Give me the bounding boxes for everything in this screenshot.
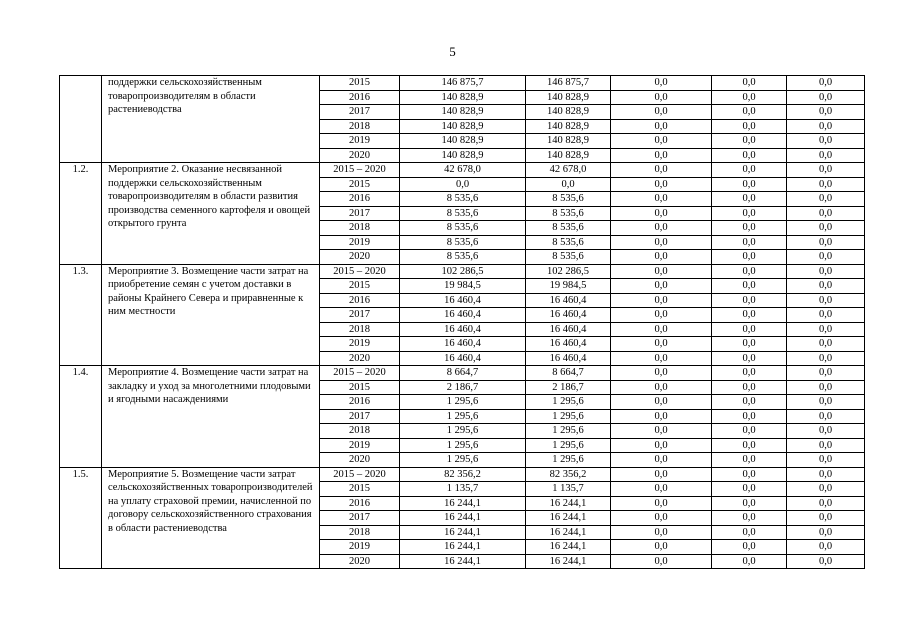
year-cell: 2019 xyxy=(320,337,400,352)
local-budget-cell: 0,0 xyxy=(712,90,787,105)
year-cell: 2015 xyxy=(320,482,400,497)
other-sources-cell: 0,0 xyxy=(787,76,865,91)
federal-budget-cell: 0,0 xyxy=(611,380,712,395)
total-cell: 8 535,6 xyxy=(400,192,526,207)
regional-budget-cell: 8 535,6 xyxy=(526,221,611,236)
other-sources-cell: 0,0 xyxy=(787,177,865,192)
federal-budget-cell: 0,0 xyxy=(611,221,712,236)
year-cell: 2020 xyxy=(320,148,400,163)
other-sources-cell: 0,0 xyxy=(787,540,865,555)
regional-budget-cell: 16 244,1 xyxy=(526,511,611,526)
federal-budget-cell: 0,0 xyxy=(611,438,712,453)
federal-budget-cell: 0,0 xyxy=(611,293,712,308)
federal-budget-cell: 0,0 xyxy=(611,177,712,192)
total-cell: 102 286,5 xyxy=(400,264,526,279)
federal-budget-cell: 0,0 xyxy=(611,163,712,178)
activity-number: 1.4. xyxy=(60,366,102,468)
total-cell: 1 295,6 xyxy=(400,424,526,439)
federal-budget-cell: 0,0 xyxy=(611,279,712,294)
local-budget-cell: 0,0 xyxy=(712,380,787,395)
total-cell: 1 295,6 xyxy=(400,453,526,468)
year-cell: 2018 xyxy=(320,322,400,337)
activity-number: 1.2. xyxy=(60,163,102,265)
total-cell: 16 244,1 xyxy=(400,496,526,511)
other-sources-cell: 0,0 xyxy=(787,525,865,540)
total-cell: 146 875,7 xyxy=(400,76,526,91)
other-sources-cell: 0,0 xyxy=(787,105,865,120)
local-budget-cell: 0,0 xyxy=(712,554,787,569)
federal-budget-cell: 0,0 xyxy=(611,496,712,511)
local-budget-cell: 0,0 xyxy=(712,351,787,366)
federal-budget-cell: 0,0 xyxy=(611,395,712,410)
year-cell: 2016 xyxy=(320,496,400,511)
table-row xyxy=(60,163,865,178)
year-cell: 2018 xyxy=(320,424,400,439)
federal-budget-cell: 0,0 xyxy=(611,264,712,279)
total-cell: 1 295,6 xyxy=(400,395,526,410)
other-sources-cell: 0,0 xyxy=(787,293,865,308)
local-budget-cell: 0,0 xyxy=(712,221,787,236)
other-sources-cell: 0,0 xyxy=(787,380,865,395)
regional-budget-cell: 16 460,4 xyxy=(526,293,611,308)
other-sources-cell: 0,0 xyxy=(787,409,865,424)
total-cell: 16 244,1 xyxy=(400,554,526,569)
other-sources-cell: 0,0 xyxy=(787,337,865,352)
regional-budget-cell: 2 186,7 xyxy=(526,380,611,395)
other-sources-cell: 0,0 xyxy=(787,279,865,294)
local-budget-cell: 0,0 xyxy=(712,424,787,439)
federal-budget-cell: 0,0 xyxy=(611,148,712,163)
other-sources-cell: 0,0 xyxy=(787,250,865,265)
federal-budget-cell: 0,0 xyxy=(611,366,712,381)
total-cell: 140 828,9 xyxy=(400,134,526,149)
total-cell: 16 460,4 xyxy=(400,351,526,366)
federal-budget-cell: 0,0 xyxy=(611,90,712,105)
activity-name: поддержки сельскохозяйственным товаропроизводителям в области растениеводства xyxy=(102,76,320,163)
local-budget-cell: 0,0 xyxy=(712,264,787,279)
local-budget-cell: 0,0 xyxy=(712,134,787,149)
federal-budget-cell: 0,0 xyxy=(611,525,712,540)
activity-name: Мероприятие 3. Возмещение части затрат на приобретение семян с учетом доставки в районы Крайнего Севера и приравненные к ним местности xyxy=(102,264,320,366)
activity-name: Мероприятие 2. Оказание несвязанной поддержки сельскохозяйственным товаропроизводителям в области развития производства семенного картофеля и овощей открытого грунта xyxy=(102,163,320,265)
total-cell: 8 535,6 xyxy=(400,235,526,250)
year-cell: 2018 xyxy=(320,221,400,236)
total-cell: 16 460,4 xyxy=(400,308,526,323)
total-cell: 1 135,7 xyxy=(400,482,526,497)
local-budget-cell: 0,0 xyxy=(712,511,787,526)
page-number: 5 xyxy=(449,44,456,59)
local-budget-cell: 0,0 xyxy=(712,279,787,294)
year-cell: 2019 xyxy=(320,438,400,453)
other-sources-cell: 0,0 xyxy=(787,395,865,410)
local-budget-cell: 0,0 xyxy=(712,453,787,468)
local-budget-cell: 0,0 xyxy=(712,322,787,337)
federal-budget-cell: 0,0 xyxy=(611,206,712,221)
other-sources-cell: 0,0 xyxy=(787,119,865,134)
local-budget-cell: 0,0 xyxy=(712,438,787,453)
regional-budget-cell: 140 828,9 xyxy=(526,134,611,149)
local-budget-cell: 0,0 xyxy=(712,337,787,352)
regional-budget-cell: 1 295,6 xyxy=(526,395,611,410)
total-cell: 0,0 xyxy=(400,177,526,192)
activity-name: Мероприятие 5. Возмещение части затрат сельскохозяйственных товаропроизводителей на уплату страховой премии, начисленной по договору сельскохозяйственного страхования в области растениеводства xyxy=(102,467,320,569)
regional-budget-cell: 16 244,1 xyxy=(526,525,611,540)
local-budget-cell: 0,0 xyxy=(712,163,787,178)
year-cell: 2020 xyxy=(320,554,400,569)
year-cell: 2015 – 2020 xyxy=(320,467,400,482)
local-budget-cell: 0,0 xyxy=(712,525,787,540)
local-budget-cell: 0,0 xyxy=(712,395,787,410)
year-cell: 2015 xyxy=(320,279,400,294)
year-cell: 2017 xyxy=(320,511,400,526)
other-sources-cell: 0,0 xyxy=(787,482,865,497)
total-cell: 8 664,7 xyxy=(400,366,526,381)
year-cell: 2020 xyxy=(320,453,400,468)
other-sources-cell: 0,0 xyxy=(787,264,865,279)
year-cell: 2017 xyxy=(320,206,400,221)
local-budget-cell: 0,0 xyxy=(712,366,787,381)
regional-budget-cell: 140 828,9 xyxy=(526,119,611,134)
other-sources-cell: 0,0 xyxy=(787,308,865,323)
regional-budget-cell: 16 460,4 xyxy=(526,337,611,352)
regional-budget-cell: 16 244,1 xyxy=(526,554,611,569)
federal-budget-cell: 0,0 xyxy=(611,540,712,555)
local-budget-cell: 0,0 xyxy=(712,235,787,250)
regional-budget-cell: 16 244,1 xyxy=(526,540,611,555)
total-cell: 1 295,6 xyxy=(400,438,526,453)
federal-budget-cell: 0,0 xyxy=(611,351,712,366)
local-budget-cell: 0,0 xyxy=(712,496,787,511)
total-cell: 16 460,4 xyxy=(400,293,526,308)
year-cell: 2015 xyxy=(320,76,400,91)
local-budget-cell: 0,0 xyxy=(712,206,787,221)
local-budget-cell: 0,0 xyxy=(712,192,787,207)
federal-budget-cell: 0,0 xyxy=(611,235,712,250)
total-cell: 19 984,5 xyxy=(400,279,526,294)
total-cell: 16 460,4 xyxy=(400,322,526,337)
regional-budget-cell: 140 828,9 xyxy=(526,148,611,163)
federal-budget-cell: 0,0 xyxy=(611,322,712,337)
total-cell: 16 244,1 xyxy=(400,525,526,540)
local-budget-cell: 0,0 xyxy=(712,293,787,308)
year-cell: 2015 – 2020 xyxy=(320,163,400,178)
other-sources-cell: 0,0 xyxy=(787,235,865,250)
federal-budget-cell: 0,0 xyxy=(611,337,712,352)
federal-budget-cell: 0,0 xyxy=(611,467,712,482)
other-sources-cell: 0,0 xyxy=(787,206,865,221)
total-cell: 16 244,1 xyxy=(400,540,526,555)
local-budget-cell: 0,0 xyxy=(712,409,787,424)
regional-budget-cell: 1 135,7 xyxy=(526,482,611,497)
federal-budget-cell: 0,0 xyxy=(611,409,712,424)
total-cell: 140 828,9 xyxy=(400,105,526,120)
other-sources-cell: 0,0 xyxy=(787,438,865,453)
total-cell: 140 828,9 xyxy=(400,148,526,163)
local-budget-cell: 0,0 xyxy=(712,148,787,163)
total-cell: 16 460,4 xyxy=(400,337,526,352)
budget-table xyxy=(59,75,865,569)
year-cell: 2019 xyxy=(320,540,400,555)
other-sources-cell: 0,0 xyxy=(787,496,865,511)
other-sources-cell: 0,0 xyxy=(787,453,865,468)
other-sources-cell: 0,0 xyxy=(787,148,865,163)
other-sources-cell: 0,0 xyxy=(787,163,865,178)
other-sources-cell: 0,0 xyxy=(787,366,865,381)
federal-budget-cell: 0,0 xyxy=(611,105,712,120)
activity-number: 1.3. xyxy=(60,264,102,366)
year-cell: 2020 xyxy=(320,351,400,366)
local-budget-cell: 0,0 xyxy=(712,105,787,120)
federal-budget-cell: 0,0 xyxy=(611,511,712,526)
year-cell: 2017 xyxy=(320,308,400,323)
table-row xyxy=(60,467,865,482)
table-row xyxy=(60,264,865,279)
local-budget-cell: 0,0 xyxy=(712,76,787,91)
other-sources-cell: 0,0 xyxy=(787,90,865,105)
total-cell: 8 535,6 xyxy=(400,250,526,265)
federal-budget-cell: 0,0 xyxy=(611,192,712,207)
regional-budget-cell: 8 535,6 xyxy=(526,192,611,207)
year-cell: 2016 xyxy=(320,192,400,207)
total-cell: 16 244,1 xyxy=(400,511,526,526)
federal-budget-cell: 0,0 xyxy=(611,482,712,497)
regional-budget-cell: 42 678,0 xyxy=(526,163,611,178)
table-row xyxy=(60,76,865,91)
regional-budget-cell: 140 828,9 xyxy=(526,105,611,120)
local-budget-cell: 0,0 xyxy=(712,250,787,265)
year-cell: 2017 xyxy=(320,105,400,120)
table-row xyxy=(60,366,865,381)
local-budget-cell: 0,0 xyxy=(712,540,787,555)
year-cell: 2019 xyxy=(320,134,400,149)
local-budget-cell: 0,0 xyxy=(712,308,787,323)
year-cell: 2015 – 2020 xyxy=(320,264,400,279)
table-body xyxy=(60,76,865,569)
other-sources-cell: 0,0 xyxy=(787,192,865,207)
year-cell: 2018 xyxy=(320,119,400,134)
regional-budget-cell: 8 535,6 xyxy=(526,235,611,250)
total-cell: 140 828,9 xyxy=(400,119,526,134)
year-cell: 2015 – 2020 xyxy=(320,366,400,381)
federal-budget-cell: 0,0 xyxy=(611,134,712,149)
federal-budget-cell: 0,0 xyxy=(611,424,712,439)
regional-budget-cell: 1 295,6 xyxy=(526,438,611,453)
local-budget-cell: 0,0 xyxy=(712,177,787,192)
federal-budget-cell: 0,0 xyxy=(611,250,712,265)
local-budget-cell: 0,0 xyxy=(712,482,787,497)
year-cell: 2018 xyxy=(320,525,400,540)
other-sources-cell: 0,0 xyxy=(787,351,865,366)
regional-budget-cell: 8 535,6 xyxy=(526,206,611,221)
total-cell: 82 356,2 xyxy=(400,467,526,482)
activity-number: 1.5. xyxy=(60,467,102,569)
other-sources-cell: 0,0 xyxy=(787,322,865,337)
regional-budget-cell: 146 875,7 xyxy=(526,76,611,91)
federal-budget-cell: 0,0 xyxy=(611,308,712,323)
other-sources-cell: 0,0 xyxy=(787,221,865,236)
other-sources-cell: 0,0 xyxy=(787,467,865,482)
other-sources-cell: 0,0 xyxy=(787,511,865,526)
regional-budget-cell: 19 984,5 xyxy=(526,279,611,294)
total-cell: 42 678,0 xyxy=(400,163,526,178)
year-cell: 2019 xyxy=(320,235,400,250)
regional-budget-cell: 16 460,4 xyxy=(526,351,611,366)
year-cell: 2015 xyxy=(320,380,400,395)
federal-budget-cell: 0,0 xyxy=(611,453,712,468)
regional-budget-cell: 8 535,6 xyxy=(526,250,611,265)
regional-budget-cell: 1 295,6 xyxy=(526,409,611,424)
federal-budget-cell: 0,0 xyxy=(611,554,712,569)
regional-budget-cell: 8 664,7 xyxy=(526,366,611,381)
year-cell: 2015 xyxy=(320,177,400,192)
total-cell: 2 186,7 xyxy=(400,380,526,395)
total-cell: 8 535,6 xyxy=(400,221,526,236)
other-sources-cell: 0,0 xyxy=(787,424,865,439)
year-cell: 2016 xyxy=(320,395,400,410)
activity-number xyxy=(60,76,102,163)
regional-budget-cell: 140 828,9 xyxy=(526,90,611,105)
total-cell: 140 828,9 xyxy=(400,90,526,105)
federal-budget-cell: 0,0 xyxy=(611,76,712,91)
regional-budget-cell: 1 295,6 xyxy=(526,453,611,468)
total-cell: 1 295,6 xyxy=(400,409,526,424)
regional-budget-cell: 16 460,4 xyxy=(526,322,611,337)
local-budget-cell: 0,0 xyxy=(712,119,787,134)
local-budget-cell: 0,0 xyxy=(712,467,787,482)
other-sources-cell: 0,0 xyxy=(787,134,865,149)
regional-budget-cell: 16 460,4 xyxy=(526,308,611,323)
regional-budget-cell: 82 356,2 xyxy=(526,467,611,482)
other-sources-cell: 0,0 xyxy=(787,554,865,569)
year-cell: 2016 xyxy=(320,90,400,105)
year-cell: 2016 xyxy=(320,293,400,308)
year-cell: 2017 xyxy=(320,409,400,424)
year-cell: 2020 xyxy=(320,250,400,265)
federal-budget-cell: 0,0 xyxy=(611,119,712,134)
total-cell: 8 535,6 xyxy=(400,206,526,221)
regional-budget-cell: 1 295,6 xyxy=(526,424,611,439)
activity-name: Мероприятие 4. Возмещение части затрат на закладку и уход за многолетними плодовыми и ягодными насаждениями xyxy=(102,366,320,468)
regional-budget-cell: 102 286,5 xyxy=(526,264,611,279)
regional-budget-cell: 16 244,1 xyxy=(526,496,611,511)
regional-budget-cell: 0,0 xyxy=(526,177,611,192)
